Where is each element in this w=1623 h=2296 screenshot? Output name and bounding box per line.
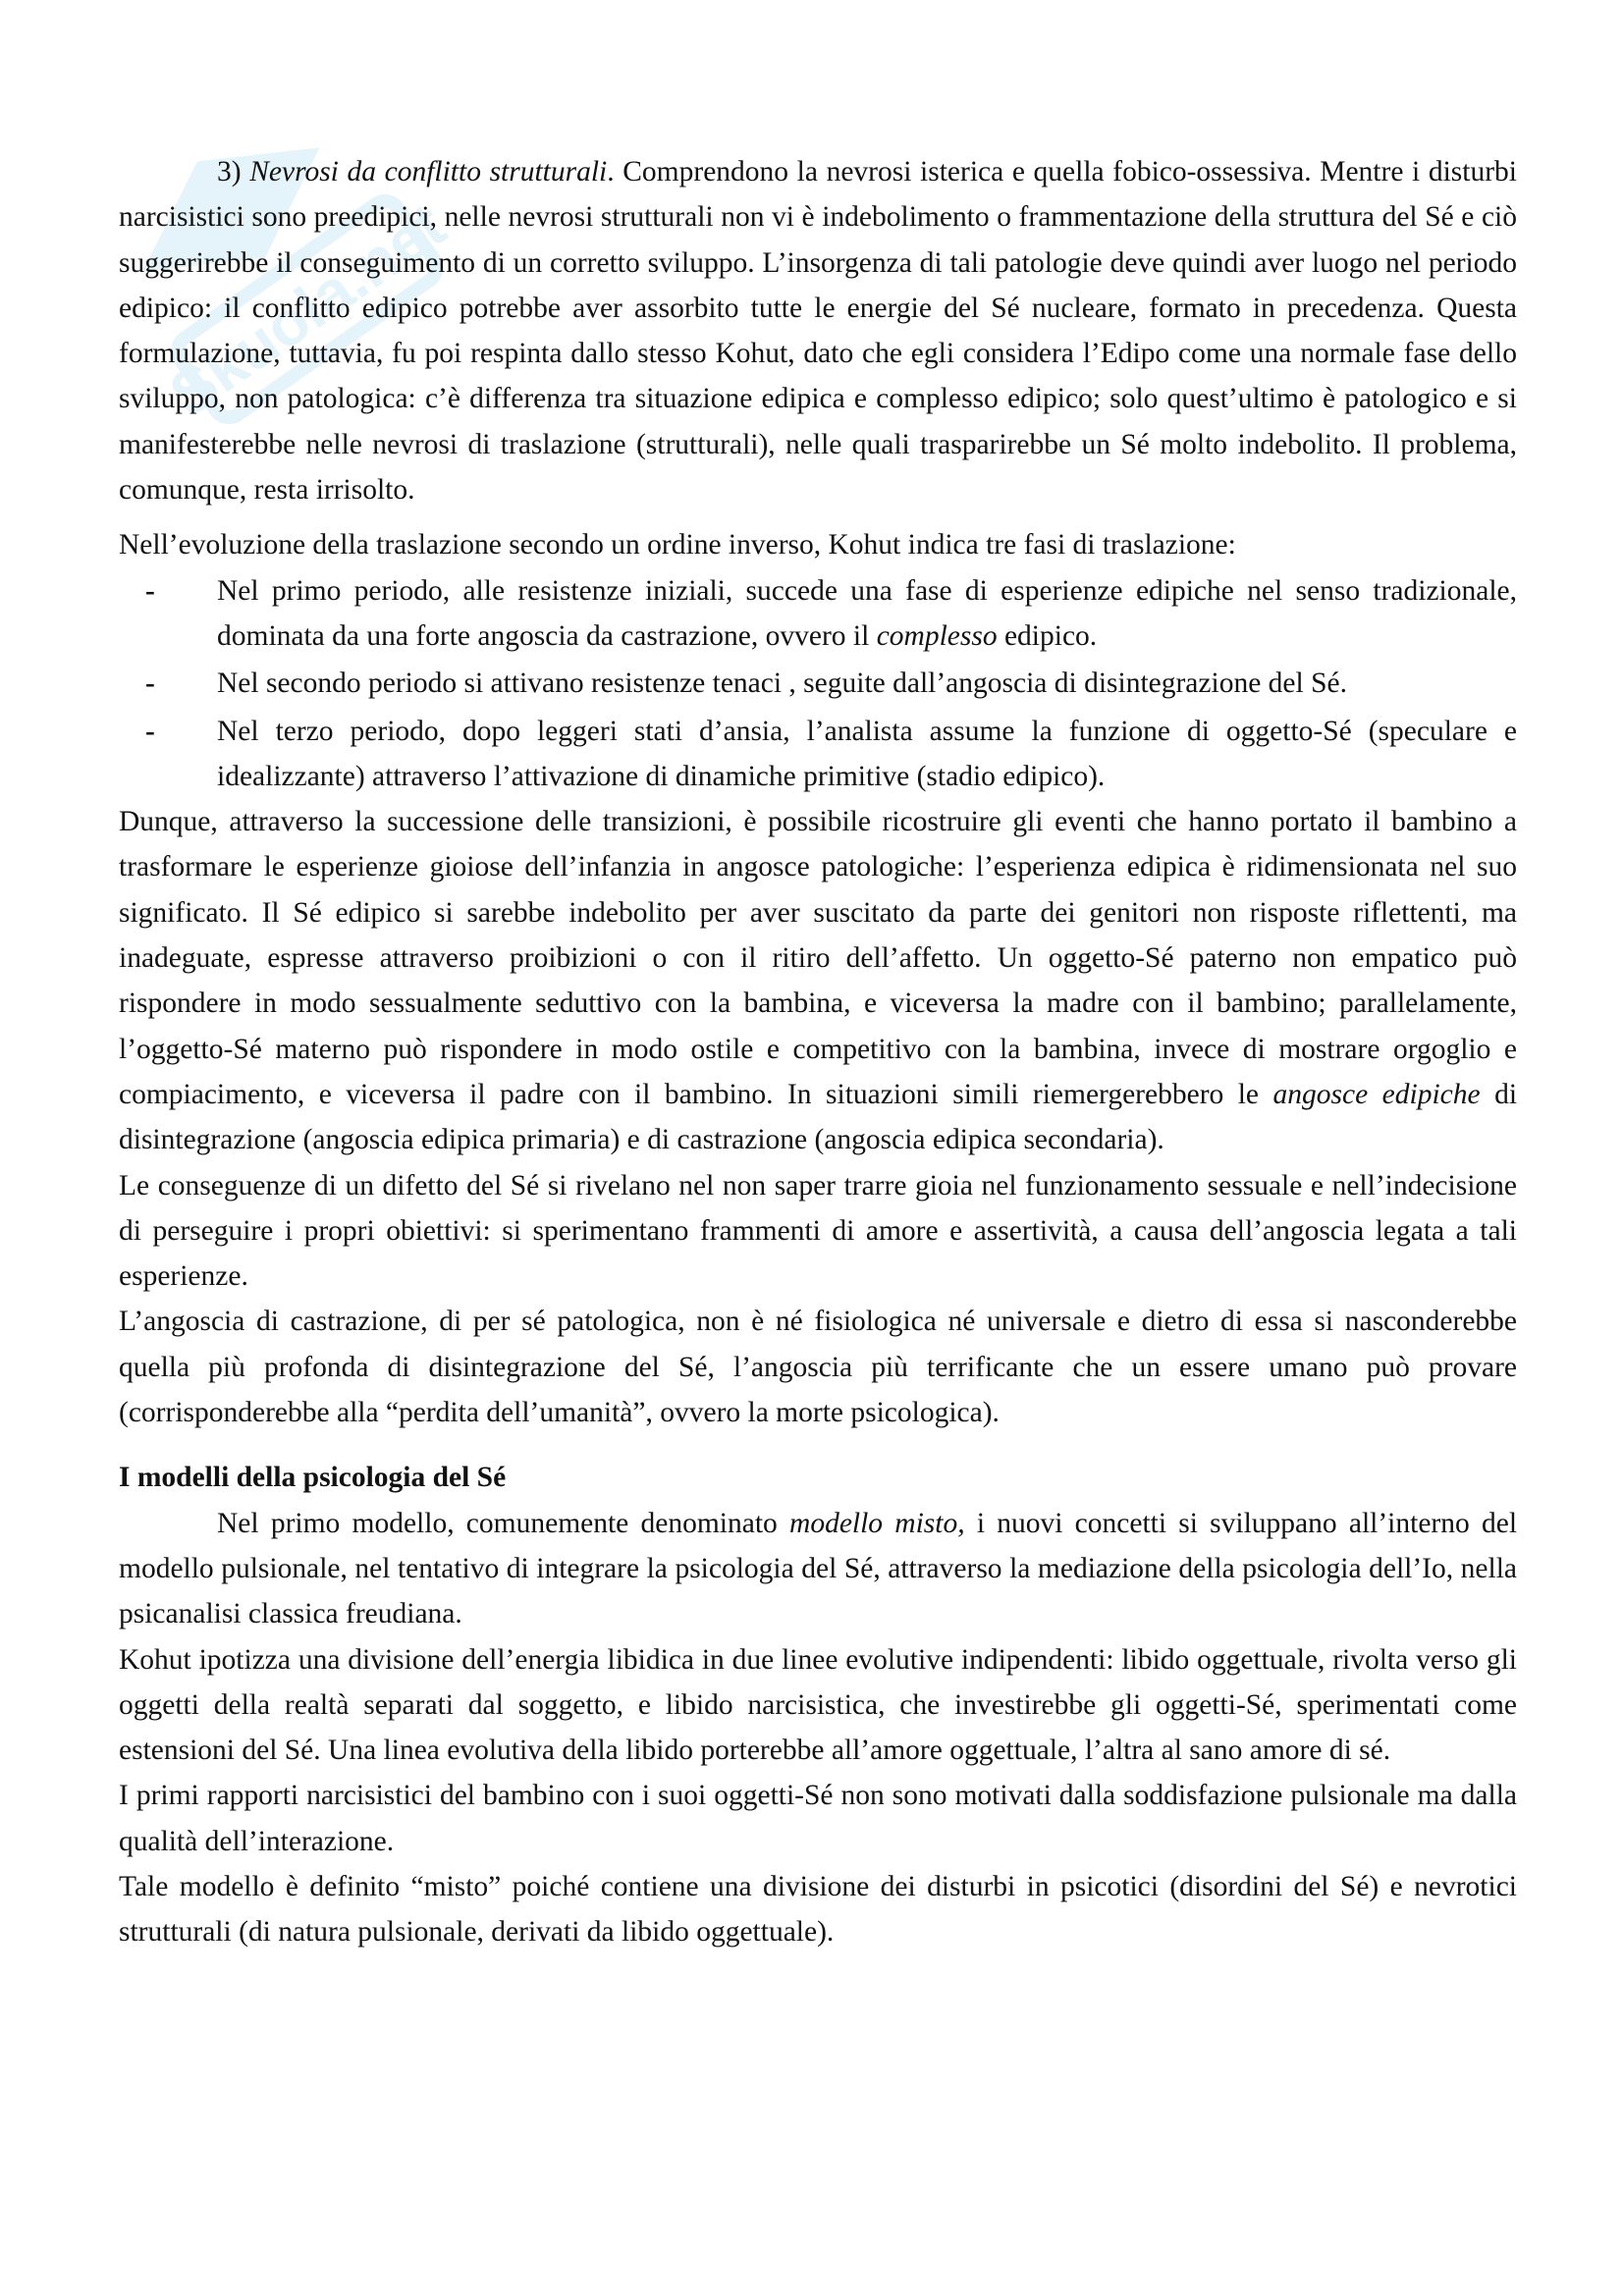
paragraph-6-text: i nuovi concetti si sviluppano all’interno del modello pulsionale, nel tentativo di integrare la psicologia del Sé, attraverso la mediazione della psicologia dell’Io, nella psicanalisi classica freudiana. [119, 1507, 1518, 1630]
paragraph-3-text: di disintegrazione (angoscia edipica primaria) e di castrazione (angoscia edipica secondaria). [119, 1078, 1518, 1156]
document-page [119, 149, 1517, 1955]
paragraph-6-text: Nel primo modello, comunemente denominato [217, 1507, 790, 1539]
paragraph-3-text: Dunque, attraverso la successione delle transizioni, è possibile ricostruire gli eventi che hanno portato il bambino a trasformare le esperienze gioiose dell’infanzia in angosce patologiche: l’esperienza edipica è ridimensionata nel suo significato. Il Sé edipico si sarebbe indebolito per aver suscitato da parte dei genitori non risposte riflettenti, ma inadeguate, espresse attraverso proibizioni o con il ritiro dell’affetto. Un oggetto-Sé paterno non empatico può rispondere in modo sessualmente seduttivo con la bambina, e viceversa la madre con il bambino; parallelamente, l’oggetto-Sé materno può rispondere in modo ostile e competitivo con la bambina, invece di mostrare orgoglio e compiacimento, e viceversa il padre con il bambino. In situazioni simili riemergerebbero le [119, 806, 1517, 1110]
paragraph-4: Le conseguenze di un difetto del Sé si rivelano nel non saper trarre gioia nel funzionamento sessuale e nell’indecisione di perseguire i propri obiettivi: si sperimentano frammenti di amore e assertività, a causa dell’angoscia legata a tali esperienze. [119, 1169, 1517, 1293]
watermark-text: Skuola.net [156, 189, 459, 430]
bullet-dash: - [145, 667, 155, 700]
list-item-text: Nel secondo periodo si attivano resistenze tenaci , seguite dall’angoscia di disintegrazione del Sé. [217, 667, 1347, 700]
list-item-text: Nel primo periodo, alle resistenze iniziali, succede una fase di esperienze edipiche nel senso tradizionale, dominata da una forte angoscia da castrazione, ovvero il [217, 574, 1517, 652]
paragraph-2: Nell’evoluzione della traslazione secondo un ordine inverso, Kohut indica tre fasi di traslazione: [119, 529, 1236, 561]
paragraph-9: Tale modello è definito “misto” poiché contiene una divisione dei disturbi in psicotici (disordini del Sé) e nevrotici strutturali (di natura pulsionale, derivati da libido oggettuale). [119, 1870, 1517, 1949]
list-item [119, 568, 1517, 660]
list-item-text: edipico. [997, 619, 1098, 652]
paragraph-1 [119, 149, 1517, 512]
paragraph-3 [119, 799, 1517, 1162]
paragraph-5: L’angoscia di castrazione, di per sé patologica, non è né fisiologica né universale e dietro di essa si nasconderebbe quella più profonda di disintegrazione del Sé, l’angoscia più terrificante che un essere umano può provare (corrisponderebbe alla “perdita dell’umanità”, ovvero la morte psicologica). [119, 1306, 1517, 1429]
list-item-text: Nel terzo periodo, dopo leggeri stati d’ansia, l’analista assume la funzione di oggetto-Sé (speculare e idealizzante) attraverso l’attivazione di dinamiche primitive (stadio edipico). [217, 715, 1517, 792]
paragraph-7: Kohut ipotizza una divisione dell’energia libidica in due linee evolutive indipendenti: libido oggettuale, rivolta verso gli oggetti della realtà separati dal soggetto, e libido narcisistica, che investirebbe gli oggetti-Sé, sperimentati come estensioni del Sé. Una linea evolutiva della libido porterebbe all’amore oggettuale, l’altra al sano amore di sé. [119, 1643, 1517, 1767]
paragraph-1-title: Nevrosi da conflitto strutturali [249, 156, 608, 187]
paragraph-1-number: 3) [217, 156, 250, 187]
bullet-dash: - [145, 715, 155, 747]
bullet-dash: - [145, 574, 155, 607]
paragraph-6 [119, 1501, 1517, 1637]
list-item-emphasis: complesso [876, 619, 998, 652]
paragraph-3-emphasis: angosce edipiche [1272, 1078, 1481, 1110]
list-item [119, 709, 1517, 800]
section-heading: I modelli della psicologia del Sé [119, 1462, 507, 1494]
paragraph-8: I primi rapporti narcisistici del bambino con i suoi oggetti-Sé non sono motivati dalla soddisfazione pulsionale ma dalla qualità dell’interazione. [119, 1780, 1517, 1857]
phase-list [119, 568, 1517, 799]
list-item [119, 661, 1517, 706]
paragraph-1-text: . Comprendono la nevrosi isterica e quella fobico-ossessiva. Mentre i disturbi narcisistici sono preedipici, nelle nevrosi strutturali non vi è indebolimento o frammentazione della struttura del Sé e ciò suggerirebbe il conseguimento di un corretto sviluppo. L’insorgenza di tali patologie deve quindi aver luogo nel periodo edipico: il conflitto edipico potrebbe aver assorbito tutte le energie del Sé nucleare, formato in precedenza. Questa formulazione, tuttavia, fu poi respinta dallo stesso Kohut, dato che egli considera l’Edipo come una normale fase dello sviluppo, non patologica: c’è differenza tra situazione edipica e complesso edipico; solo quest’ultimo è patologico e si manifesterebbe nelle nevrosi di traslazione (strutturali), nelle quali trasparirebbe un Sé molto indebolito. Il problema, comunque, resta irrisolto. [119, 156, 1518, 507]
paragraph-6-emphasis: modello misto, [789, 1507, 965, 1539]
